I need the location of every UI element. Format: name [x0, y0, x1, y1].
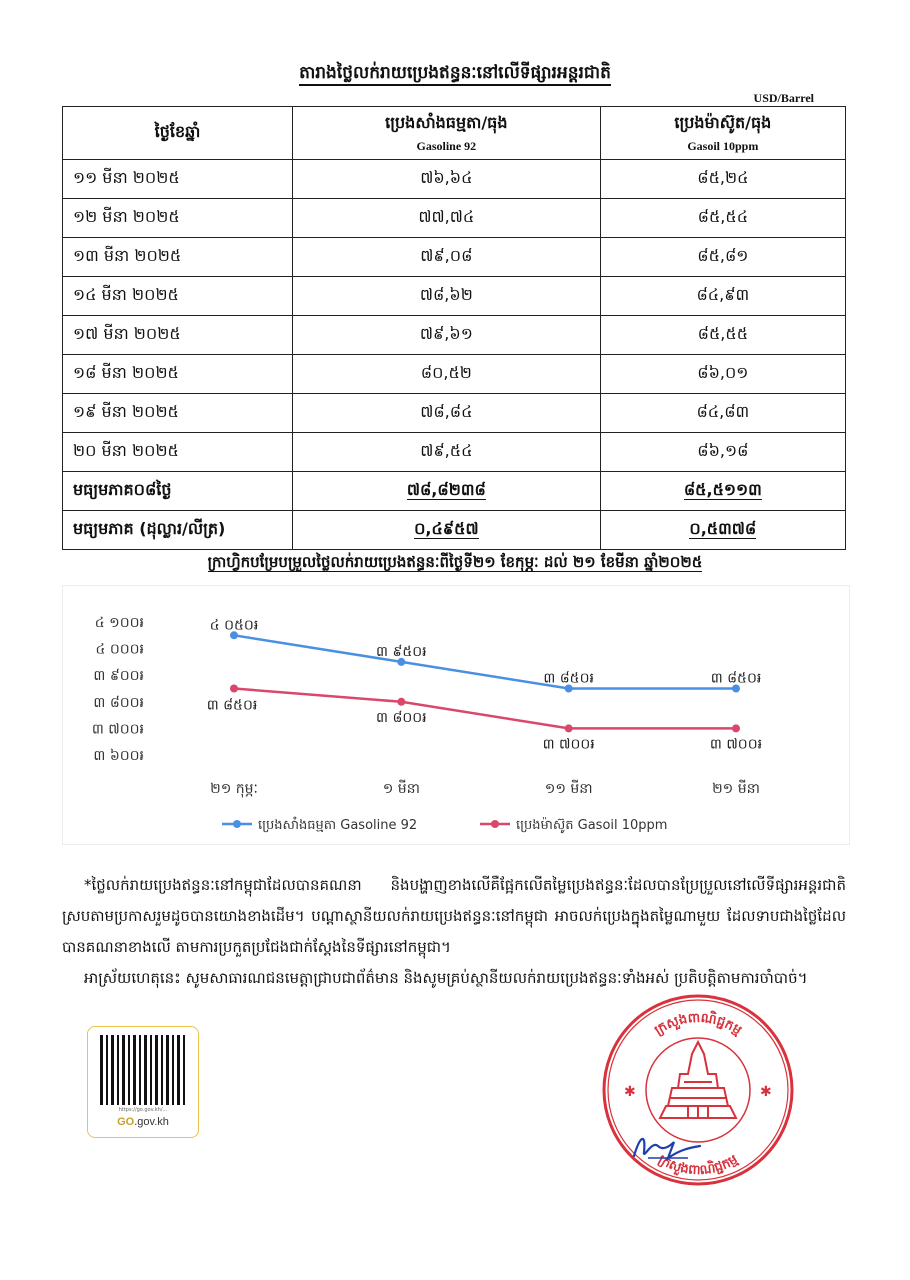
x-tick-label: ១១ មីនា	[544, 781, 593, 797]
notes	[62, 870, 846, 994]
row-gasoline: ៧៧,៧៤	[293, 199, 601, 238]
data-label: ៣ ៧០០៛	[709, 736, 763, 753]
table-row	[63, 160, 846, 199]
row-date: ១២ មីនា ២០២៥	[63, 199, 293, 238]
row-gasoline: ៧៦,៦៤	[293, 160, 601, 199]
series-line-1	[234, 635, 736, 688]
row-date: ១៨ មីនា ២០២៥	[63, 355, 293, 394]
note-paragraph-1: *ថ្លៃលក់រាយប្រេងឥន្ធនៈនៅកម្ពុជាដែលបានគណនា និងបង្ហាញខាងលើគឺផ្អែកលើតម្លៃប្រេងឥន្ធនៈដែលបានប្រែប្រួលនៅលើទីផ្សារអន្តរជាតិ ស្របតាមប្រកាសរួមដូចបានយោងខាងដើម។ បណ្តាស្ថានីយលក់រាយប្រេងឥន្ធនៈនៅកម្ពុជា អាចលក់ប្រេងក្នុងតម្លៃណាមួយ ដែលទាបជាងថ្លៃដែលបានគណនាខាងលើ តាមការប្រកួតប្រជែងជាក់ស្តែងនៃទីផ្សារនៅកម្ពុជា។	[62, 876, 846, 956]
row-gasoil: ៨៤,៨៣	[600, 394, 845, 433]
series-2-point	[397, 698, 405, 706]
average-8day-gasoil: ៨៥,៥១១៣	[600, 472, 845, 511]
table-row	[63, 199, 846, 238]
data-label: ៣ ៨៥០៛	[206, 697, 258, 714]
seal-text-bottom: ក្រសួងពាណិជ្ជកម្ម	[655, 1152, 741, 1179]
angkor-temple-icon	[660, 1042, 736, 1118]
row-gasoline: ៧៨,៨៤	[293, 394, 601, 433]
row-date: ១៩ មីនា ២០២៥	[63, 394, 293, 433]
y-tick-label: ៣ ៩០០៛	[93, 668, 144, 685]
table-row	[63, 394, 846, 433]
row-date: ១៣ មីនា ២០២៥	[63, 238, 293, 277]
chart-title: ក្រាហ្វិកបម្រែបម្រួលថ្លៃលក់រាយប្រេងឥន្ធនៈពីថ្ងៃទី២១ ខែកុម្ភៈ ដល់ ២១ ខែមីនា ឆ្នាំ២០២៥	[207, 553, 703, 571]
data-label: ៣ ៩៥០៛	[376, 643, 427, 660]
legend-marker-1	[233, 820, 241, 828]
legend-label-1: ប្រេងសាំងធម្មតា Gasoline 92	[258, 818, 418, 833]
series-2-point	[565, 724, 573, 732]
series-2-point	[230, 685, 238, 693]
legend-marker-2	[491, 820, 499, 828]
qr-code-icon	[100, 1035, 186, 1105]
row-gasoline: ៨០,៥២	[293, 355, 601, 394]
row-gasoil: ៨៤,៩៣	[600, 277, 845, 316]
average-litre-gasoil: ០,៥៣៧៨	[600, 511, 845, 550]
row-gasoline: ៧៩,៦១	[293, 316, 601, 355]
note-paragraph-2: អាស្រ័យហេតុនេះ សូមសាធារណជនមេត្តាជ្រាបជាព័ត៌មាន និងសូមគ្រប់ស្ថានីយលក់រាយប្រេងឥន្ធនៈទាំងអស់ ប្រតិបត្តិតាមការចាំបាច់។	[84, 969, 808, 987]
data-label: ៣ ៨៥០៛	[710, 670, 762, 687]
row-date: ១៧ មីនា ២០២៥	[63, 316, 293, 355]
row-gasoil: ៨៥,៥៤	[600, 199, 845, 238]
average-8day-label: មធ្យមភាគ០៨ថ្ងៃ	[63, 472, 293, 511]
row-gasoil: ៨៥,២៤	[600, 160, 845, 199]
row-gasoline: ៧៩,៥៤	[293, 433, 601, 472]
signature	[628, 1128, 708, 1168]
y-tick-label: ៤ ១០០៛	[94, 615, 144, 631]
header-gasoil: ប្រេងម៉ាស៊ូត/ធុង Gasoil 10ppm	[600, 107, 845, 160]
average-litre-row	[63, 511, 846, 550]
y-tick-label: ៣ ៦០០៛	[93, 748, 144, 764]
go-gov-kh-logo: GO.gov.kh	[117, 1116, 169, 1128]
table-header-row	[63, 107, 846, 160]
header-date: ថ្ងៃខែឆ្នាំ	[63, 107, 293, 160]
series-2-point	[732, 724, 740, 732]
y-tick-label: ៣ ៨០០៛	[93, 694, 144, 711]
row-gasoil: ៨៥,៥៥	[600, 316, 845, 355]
document-title: តារាងថ្លៃលក់រាយប្រេងឥន្ធនៈនៅលើទីផ្សារអន្តរជាតិ	[0, 62, 910, 87]
x-tick-label: ១ មីនា	[382, 781, 420, 797]
row-date: ១៤ មីនា ២០២៥	[63, 277, 293, 316]
qr-code-card[interactable]	[87, 1026, 199, 1138]
table-row	[63, 355, 846, 394]
data-label: ៣ ៧០០៛	[542, 736, 595, 753]
seal-star-icon: ✱	[624, 1084, 636, 1100]
seal-star-icon: ✱	[760, 1084, 772, 1100]
series-line-2	[234, 689, 736, 729]
row-gasoline: ៧៨,៦២	[293, 277, 601, 316]
average-8day-row	[63, 472, 846, 511]
table-row	[63, 238, 846, 277]
table-row	[63, 433, 846, 472]
data-label: ៤ ០៥០៛	[209, 617, 259, 634]
price-line-chart	[62, 585, 848, 843]
legend-label-2: ប្រេងម៉ាស៊ូត Gasoil 10ppm	[516, 818, 668, 833]
average-litre-label: មធ្យមភាគ (ដុល្លារ/លីត្រ)	[63, 511, 293, 550]
data-label: ៣ ៨៥០៛	[543, 670, 594, 687]
average-8day-gasoline: ៧៨,៨២៣៨	[293, 472, 601, 511]
y-tick-label: ៣ ៧០០៛	[91, 721, 144, 738]
x-tick-label: ២១ មីនា	[712, 781, 760, 797]
row-gasoil: ៨៦,០១	[600, 355, 845, 394]
x-tick-label: ២១ កុម្ភៈ	[210, 781, 258, 797]
row-gasoline: ៧៩,០៨	[293, 238, 601, 277]
data-label: ៣ ៨០០៛	[376, 709, 427, 726]
y-tick-label: ៤ ០០០៛	[95, 641, 144, 658]
average-litre-gasoline: ០,៤៩៥៧	[293, 511, 601, 550]
seal-text-top: ក្រសួងពាណិជ្ជកម្ម	[652, 1010, 745, 1039]
qr-caption: https://go.gov.kh/...	[118, 1107, 168, 1113]
table-row	[63, 277, 846, 316]
row-gasoil: ៨៦,១៨	[600, 433, 845, 472]
unit-label: USD/Barrel	[753, 91, 814, 105]
row-gasoil: ៨៥,៨១	[600, 238, 845, 277]
price-table	[62, 106, 846, 550]
table-row	[63, 316, 846, 355]
row-date: ២០ មីនា ២០២៥	[63, 433, 293, 472]
header-gasoline: ប្រេងសាំងធម្មតា/ធុង Gasoline 92	[293, 107, 601, 160]
row-date: ១១ មីនា ២០២៥	[63, 160, 293, 199]
